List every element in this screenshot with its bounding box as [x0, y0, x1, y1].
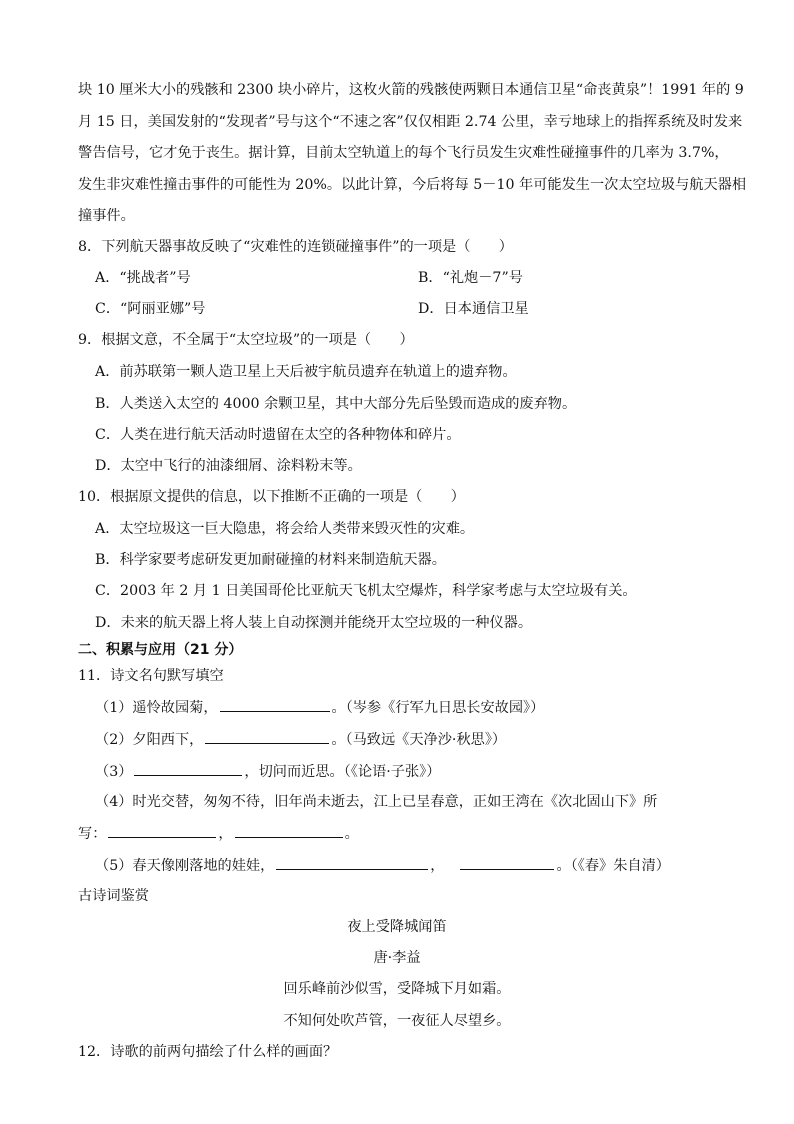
question-9-option-c: C．人类在进行航天活动时遗留在太空的各种物体和碎片。	[95, 427, 461, 443]
poem-heading: 古诗词鉴赏	[78, 888, 149, 904]
item-text: （2）夕阳西下，	[95, 732, 204, 748]
question-12-stem: 12．诗歌的前两句描绘了什么样的画面？	[78, 1044, 338, 1060]
question-8-stem: 8．下列航天器事故反映了“灾难性的连锁碰撞事件”的一项是（ ）	[78, 239, 513, 255]
poem-title: 夜上受降城闻笛	[347, 919, 447, 935]
question-10-stem: 10．根据原文提供的信息，以下推断不正确的一项是（ ）	[78, 489, 465, 505]
question-8-option-d: D．日本通信卫星	[418, 301, 529, 317]
question-10-option-d: D．未来的航天器上将人装上自动探测并能绕开太空垃圾的一种仪器。	[95, 615, 533, 631]
answer-blank[interactable]	[460, 855, 554, 870]
item-text: 。	[344, 826, 359, 842]
item-text: ，	[430, 858, 445, 874]
item-text: 写：	[78, 826, 107, 842]
item-text: （3）	[95, 764, 133, 780]
passage-line: 月 15 日，美国发射的“发现者”号与这个“不速之客”仅仅相距 2.74 公里，幸亏地球上的指挥系统及时发来	[78, 114, 743, 130]
question-11-item-1	[95, 697, 544, 718]
answer-blank[interactable]	[235, 823, 343, 838]
question-10-option-a: A．太空垃圾这一巨大隐患，将会给人类带来毁灭性的灾难。	[95, 521, 475, 537]
answer-blank[interactable]	[276, 855, 428, 870]
question-8-option-a: A．“挑战者”号	[95, 270, 191, 286]
question-8-option-c: C．“阿丽亚娜”号	[95, 301, 206, 317]
section-2-title: 二、积累与应用（21 分）	[78, 642, 243, 658]
question-11-item-2	[95, 729, 506, 750]
item-text: 。（《春》朱自清）	[556, 858, 670, 874]
question-9-option-a: A．前苏联第一颗人造卫星上天后被宇航员遗弃在轨道上的遗弃物。	[95, 364, 517, 380]
question-10-option-b: B．科学家要考虑研发更加耐碰撞的材料来制造航天器。	[95, 552, 446, 568]
question-11-item-4-cont	[78, 823, 359, 844]
question-11-stem: 11．诗文名句默写填空	[78, 668, 224, 684]
question-10-option-c: C．2003 年 2 月 1 日美国哥伦比亚航天飞机太空爆炸，科学家考虑与太空垃圾有关。	[95, 583, 637, 599]
passage-line: 块 10 厘米大小的残骸和 2300 块小碎片，这枚火箭的残骸使两颗日本通信卫星“命丧黄泉”！1991 年的 9	[78, 82, 744, 98]
question-9-stem: 9．根据文意，不全属于“太空垃圾”的一项是（ ）	[78, 332, 414, 348]
item-text: （1）遥怜故园菊，	[95, 700, 218, 716]
question-9-option-d: D．太空中飞行的油漆细屑、涂料粉末等。	[95, 458, 362, 474]
poem-author: 唐·李益	[373, 950, 421, 966]
item-text: （5）春天像刚落地的娃娃，	[95, 858, 275, 874]
passage-line: 发生非灾难性撞击事件的可能性为 20%。以此计算，今后将每 5－10 年可能发生一次太空垃圾与航天器相	[78, 177, 747, 193]
question-11-item-4: （4）时光交替，匆匆不待，旧年尚未逝去，江上已呈春意，正如王湾在《次北固山下》所	[95, 794, 658, 810]
passage-line: 警告信号，它才免于丧生。据计算，目前太空轨道上的每个飞行员发生灾难性碰撞事件的几率为 3.7%，	[78, 145, 729, 161]
question-9-option-b: B．人类送入太空的 4000 余颗卫星，其中大部分先后坠毁而造成的废弃物。	[95, 396, 577, 412]
question-8-option-b: B．“礼炮－7”号	[418, 270, 523, 286]
answer-blank[interactable]	[205, 729, 329, 744]
poem-line: 不知何处吹芦管，一夜征人尽望乡。	[283, 1013, 511, 1029]
passage-line: 撞事件。	[78, 208, 135, 224]
answer-blank[interactable]	[220, 697, 330, 712]
answer-blank[interactable]	[108, 823, 216, 838]
answer-blank[interactable]	[134, 761, 242, 776]
item-text: 。（马致远《天净沙·秋思》）	[331, 732, 507, 748]
item-text: 。（岑参《行军九日思长安故园》）	[331, 700, 545, 716]
item-text: ，	[218, 826, 233, 842]
question-11-item-3	[95, 761, 440, 782]
item-text: ，切问而近思。（《论语·子张》）	[244, 764, 441, 780]
question-11-item-5	[95, 855, 670, 876]
poem-line: 回乐峰前沙似雪，受降城下月如霜。	[283, 981, 511, 997]
